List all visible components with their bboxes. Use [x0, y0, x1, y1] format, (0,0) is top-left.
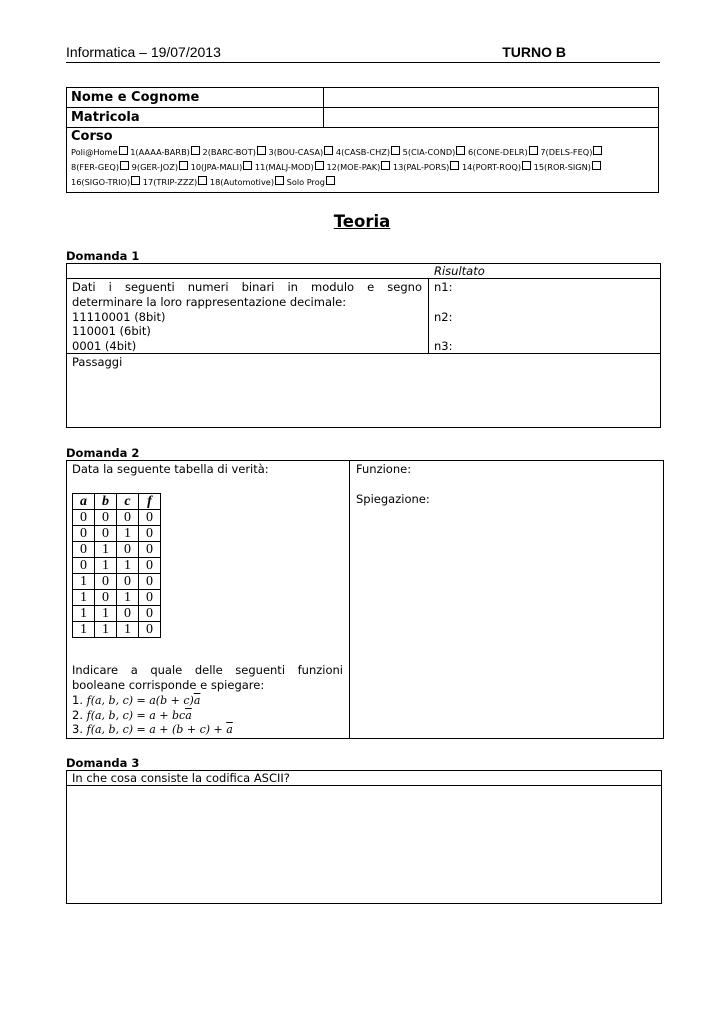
corso-option-label: 1(AAAA-BARB) — [130, 147, 190, 157]
checkbox-icon[interactable] — [592, 161, 601, 170]
checkbox-icon[interactable] — [275, 176, 284, 185]
q2-option-3-formula: f(a, b, c) = a + (b + c) + — [86, 723, 227, 736]
truth-table-cell: 1 — [73, 622, 95, 638]
truth-table-cell: 1 — [73, 606, 95, 622]
q1-header-divider — [66, 278, 661, 279]
q2-option-1-num: 1. — [72, 693, 83, 707]
page-header — [66, 44, 660, 63]
q2-option-2-formula: f(a, b, $c) = a + bc\overline{a}$ — [86, 709, 192, 722]
corso-option — [130, 147, 200, 157]
q3-label: Domanda 3 — [66, 756, 140, 770]
matricola-label: Matricola — [67, 108, 324, 128]
truth-table-cell: 0 — [73, 510, 95, 526]
corso-option-label: 5(CIA-COND) — [402, 147, 456, 157]
q1-number-2: 110001 (6bit) — [72, 324, 151, 338]
truth-table — [72, 493, 161, 638]
truth-table-cell: 0 — [73, 558, 95, 574]
checkbox-icon[interactable] — [179, 161, 188, 170]
corso-option-label: Poli@Home — [71, 147, 118, 157]
checkbox-icon[interactable] — [529, 146, 538, 155]
truth-table-cell: 0 — [139, 590, 161, 606]
q1-answer-n3[interactable]: n3: — [434, 339, 453, 353]
checkbox-icon[interactable] — [191, 146, 200, 155]
truth-table-cell: 1 — [95, 542, 117, 558]
truth-table-cell: 0 — [95, 574, 117, 590]
header-title: Informatica – 19/07/2013 — [66, 44, 221, 60]
checkbox-icon[interactable] — [522, 161, 531, 170]
checkbox-icon[interactable] — [324, 146, 333, 155]
corso-option-label: Solo Prog — [286, 177, 325, 187]
truth-table-cell: 1 — [117, 558, 139, 574]
corso-option-label: 18(Automotive) — [209, 177, 275, 187]
q1-steps-divider — [66, 353, 661, 354]
q2-answer-area[interactable] — [350, 510, 662, 738]
truth-table-cell: 0 — [139, 542, 161, 558]
truth-table-cell: 1 — [73, 574, 95, 590]
corso-option-label: 2(BARC-BOT) — [202, 147, 256, 157]
checkbox-icon[interactable] — [450, 161, 459, 170]
truth-table-cell: 0 — [117, 574, 139, 590]
section-title: Teoria — [333, 212, 391, 231]
truth-table-cell: 0 — [139, 574, 161, 590]
truth-table-cell: 0 — [139, 526, 161, 542]
q2-option-3-num: 3. — [72, 722, 83, 736]
truth-table-cell: 0 — [95, 590, 117, 606]
corso-option — [71, 162, 129, 172]
q1-column-divider — [428, 278, 429, 354]
q1-steps-area[interactable] — [67, 370, 660, 427]
truth-table-cell: 0 — [139, 606, 161, 622]
q2-label: Domanda 2 — [66, 446, 140, 460]
q3-question: In che cosa consiste la codifica ASCII? — [72, 771, 290, 785]
identity-table — [66, 87, 659, 193]
q1-steps-label: Passaggi — [72, 355, 123, 369]
name-field[interactable] — [324, 88, 659, 108]
q2-option-1-negated: $\overline{a}$ — [193, 694, 201, 707]
truth-table-row — [73, 606, 161, 622]
corso-option-label: 12(MOE-PAK) — [326, 162, 381, 172]
truth-table-row — [73, 526, 161, 542]
corso-option — [71, 147, 128, 157]
truth-table-row — [73, 510, 161, 526]
truth-table-row — [73, 590, 161, 606]
corso-option — [534, 162, 601, 172]
truth-table-cell: 1 — [117, 622, 139, 638]
corso-option — [540, 147, 602, 157]
q3-answer-area[interactable] — [67, 787, 661, 903]
corso-option — [71, 177, 140, 187]
corso-option-label: 10(JPA-MALI) — [190, 162, 243, 172]
corso-option-label: 15(ROR-SIGN) — [533, 162, 591, 172]
truth-table-cell: 0 — [139, 622, 161, 638]
truth-table-cell: 1 — [95, 606, 117, 622]
corso-option — [132, 162, 188, 172]
truth-table-cell: 1 — [95, 622, 117, 638]
q2-intro: Data la seguente tabella di verità: — [72, 462, 269, 476]
checkbox-icon[interactable] — [381, 161, 390, 170]
q2-explanation-label: Spiegazione: — [356, 492, 430, 506]
q2-function-label: Funzione: — [356, 462, 412, 476]
q1-label: Domanda 1 — [66, 249, 140, 263]
q1-number-3: 0001 (4bit) — [72, 339, 137, 353]
corso-option-label: 7(DELS-FEQ) — [540, 147, 593, 157]
truth-table-cell: 1 — [117, 590, 139, 606]
truth-table-cell: 0 — [95, 526, 117, 542]
corso-option-label: 13(PAL-PORS) — [392, 162, 450, 172]
corso-option-label: 9(GER-JOZ) — [131, 162, 179, 172]
corso-option-label: 11(MALJ-MOD) — [254, 162, 314, 172]
checkbox-icon[interactable] — [315, 161, 324, 170]
truth-table-cell: 1 — [73, 590, 95, 606]
q2-option-2-num: 2. — [72, 708, 83, 722]
truth-table-cell: 0 — [117, 510, 139, 526]
truth-table-row — [73, 622, 161, 638]
q1-result-header: Risultato — [434, 264, 485, 278]
checkbox-icon[interactable] — [326, 176, 335, 185]
truth-table-header: a — [73, 494, 95, 510]
corso-option-label: 14(PORT-ROQ) — [461, 162, 522, 172]
checkbox-icon[interactable] — [198, 176, 207, 185]
truth-table-cell: 0 — [117, 542, 139, 558]
checkbox-icon[interactable] — [131, 176, 140, 185]
truth-table-header: b — [95, 494, 117, 510]
name-label: Nome e Cognome — [67, 88, 324, 108]
corso-option — [203, 147, 266, 157]
corso-option — [210, 177, 284, 187]
truth-table-cell: 0 — [139, 558, 161, 574]
q1-answer-n2[interactable]: n2: — [434, 310, 453, 324]
corso-option — [191, 162, 253, 172]
truth-table-cell: 0 — [139, 510, 161, 526]
q2-option-3 — [72, 722, 233, 738]
q2-question-line1: Indicare a quale delle seguenti funzioni — [72, 663, 343, 677]
truth-table-cell: 1 — [95, 558, 117, 574]
truth-table-row — [73, 542, 161, 558]
q1-answer-n1[interactable]: n1: — [434, 280, 453, 294]
corso-option-label: 8(FER-GEQ) — [71, 162, 120, 172]
q1-text-line1: Dati i seguenti numeri binari in modulo e segno — [72, 280, 422, 294]
truth-table-cell: 0 — [73, 526, 95, 542]
corso-option — [326, 162, 390, 172]
truth-table-header: c — [117, 494, 139, 510]
header-turno: TURNO B — [502, 44, 566, 60]
corso-option-label: 16(SIGO-TRIO) — [71, 177, 131, 187]
corso-options — [71, 145, 654, 192]
q2-option-1-formula: f(a, b, c) = a(b + c) — [86, 694, 194, 707]
corso-option-label: 6(CONE-DELR) — [467, 147, 528, 157]
truth-table-cell: 0 — [117, 606, 139, 622]
q2-option-1 — [72, 693, 200, 709]
corso-option-label: 17(TRIP-ZZZ) — [142, 177, 198, 187]
corso-option — [393, 162, 459, 172]
q2-question-line2: booleane corrisponde e spiegare: — [72, 678, 265, 692]
truth-table-cell: 0 — [95, 510, 117, 526]
truth-table-row — [73, 558, 161, 574]
corso-option — [336, 147, 400, 157]
checkbox-icon[interactable] — [120, 161, 129, 170]
truth-table-row — [73, 574, 161, 590]
checkbox-icon[interactable] — [243, 161, 252, 170]
corso-option — [403, 147, 466, 157]
checkbox-icon[interactable] — [593, 146, 602, 155]
checkbox-icon[interactable] — [456, 146, 465, 155]
truth-table-cell: 0 — [73, 542, 95, 558]
corso-option — [462, 162, 531, 172]
matricola-field[interactable] — [324, 108, 659, 128]
corso-option — [255, 162, 324, 172]
corso-option — [143, 177, 207, 187]
checkbox-icon[interactable] — [257, 146, 266, 155]
truth-table-header: f — [139, 494, 161, 510]
q2-option-3-negated: $\overline{a}$ — [226, 723, 233, 736]
checkbox-icon[interactable] — [391, 146, 400, 155]
corso-cell — [67, 128, 659, 193]
truth-table-cell: 1 — [117, 526, 139, 542]
corso-option — [269, 147, 334, 157]
corso-option-label: 4(CASB-CHZ) — [335, 147, 391, 157]
corso-option-label: 3(BOU-CASA) — [268, 147, 324, 157]
q1-number-1: 11110001 (8bit) — [72, 310, 166, 324]
corso-option — [287, 177, 335, 187]
corso-option — [468, 147, 538, 157]
q1-text-line2: determinare la loro rappresentazione decimale: — [72, 295, 347, 309]
corso-label: Corso — [71, 129, 113, 144]
checkbox-icon[interactable] — [119, 146, 128, 155]
